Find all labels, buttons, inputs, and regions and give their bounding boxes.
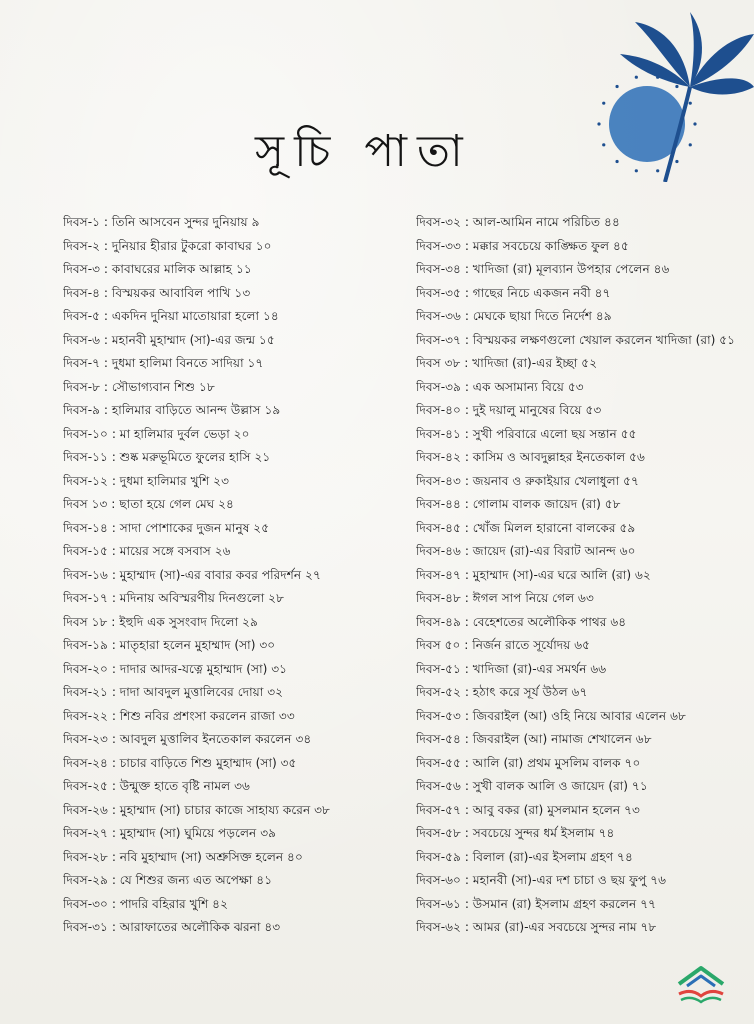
toc-item: দিবস-১৭ : মদিনায় অবিস্মরণীয় দিনগুলো ২৮ — [63, 591, 285, 605]
toc-item: দিবস-৩৬ : মেঘকে ছায়া দিতে নির্দেশ ৪৯ — [416, 309, 612, 323]
toc-item: দিবস-৫৯ : বিলাল (রা)-এর ইসলাম গ্রহণ ৭৪ — [416, 849, 633, 864]
toc-item: দিবস-১ : তিনি আসবেন সুন্দর দুনিয়ায় ৯ — [63, 215, 260, 229]
toc-item: দিবস-৫২ : হঠাৎ করে সূর্য উঠল ৬৭ — [416, 685, 588, 699]
toc-item: দিবস-২৯ : যে শিশুর জন্য এত অপেক্ষা ৪১ — [63, 873, 273, 887]
toc-item: দিবস ৩৮ : খাদিজা (রা)-এর ইচ্ছা ৫২ — [416, 356, 598, 370]
toc-item: দিবস-২৫ : উন্মুক্ত হাতে বৃষ্টি নামল ৩৬ — [63, 779, 250, 793]
toc-item: দিবস-৩৯ : এক অসামান্য বিয়ে ৫৩ — [416, 379, 584, 394]
toc-item: দিবস-৬১ : উসমান (রা) ইসলাম গ্রহণ করলেন ৭৭ — [416, 896, 657, 911]
toc-item: দিবস-৪০ : দুই দয়ালু মানুষের বিয়ে ৫৩ — [416, 403, 602, 417]
toc-item: দিবস-৫৫ : আলি (রা) প্রথম মুসলিম বালক ৭০ — [416, 755, 641, 770]
toc-item: দিবস-৬২ : আমর (রা)-এর সবচেয়ে সুন্দর নাম ৭৮ — [416, 920, 657, 934]
toc-item: দিবস-৫৩ : জিবরাইল (আ) ওহি নিয়ে আবার এলেন ৬৮ — [416, 708, 686, 723]
toc-item: দিবস-৬ : মহানবী মুহাম্মাদ (সা)-এর জন্ম ১৫ — [63, 332, 275, 347]
toc-item: দিবস-৪৩ : জয়নাব ও রুকাইয়ার খেলাধুলা ৫৭ — [416, 473, 639, 488]
toc-item: দিবস-৩৪ : খাদিজা (রা) মূলব্যান উপহার পেলেন ৪৬ — [416, 262, 670, 276]
toc-item: দিবস-৪২ : কাসিম ও আবদুল্লাহর ইনতেকাল ৫৬ — [416, 450, 645, 464]
toc-item: দিবস-৫৪ : জিবরাইল (আ) নামাজ শেখালেন ৬৮ — [416, 732, 652, 746]
toc-item: দিবস-৫৮ : সবচেয়ে সুন্দর ধর্ম ইসলাম ৭৪ — [416, 826, 615, 840]
toc-item: দিবস-৮ : সৌভাগ্যবান শিশু ১৮ — [63, 379, 215, 394]
toc-item: দিবস-২১ : দাদা আবদুল মুত্তালিবের দোয়া ৩২ — [63, 685, 284, 699]
toc-item: দিবস-৫৭ : আবু বকর (রা) মুসলমান হলেন ৭৩ — [416, 802, 640, 817]
toc-item: দিবস-৪ : বিস্ময়কর আবাবিল পাখি ১৩ — [63, 285, 251, 300]
toc-item: দিবস-৩২ : আল-আমিন নামে পরিচিত ৪৪ — [416, 215, 620, 229]
toc-item: দিবস-৪৯ : বেহেশতের অলৌকিক পাথর ৬৪ — [416, 614, 627, 629]
palm-leaf-sun-icon — [595, 12, 754, 182]
toc-item: দিবস-১২ : দুধমা হালিমার খুশি ২৩ — [63, 473, 230, 488]
toc-item: দিবস-১১ : শুষ্ক মরুভূমিতে ফুলের হাসি ২১ — [63, 450, 271, 464]
toc-item: দিবস-৪১ : সুখী পরিবারে এলো ছয় সন্তান ৫৫ — [416, 426, 637, 441]
toc-item: দিবস ১৮ : ইহুদি এক সুসংবাদ দিলো ২৯ — [63, 614, 258, 629]
toc-item: দিবস-২৮ : নবি মুহাম্মাদ (সা) অশ্রুসিক্ত হলেন ৪০ — [63, 849, 303, 864]
toc-item: দিবস-৩৫ : গাছের নিচে একজন নবী ৪৭ — [416, 285, 611, 300]
toc-item: দিবস-৪৬ : জায়েদ (রা)-এর বিরাট আনন্দ ৬০ — [416, 544, 636, 558]
toc-item: দিবস-৫ : একদিন দুনিয়া মাতোয়ারা হলো ১৪ — [63, 309, 279, 323]
toc-item: দিবস-১৫ : মায়ের সঙ্গে বসবাস ২৬ — [63, 544, 231, 558]
toc-item: দিবস-৪৮ : ঈগল সাপ নিয়ে গেল ৬৩ — [416, 591, 594, 605]
toc-item: দিবস-১৬ : মুহাম্মাদ (সা)-এর বাবার কবর পরিদর্শন ২৭ — [63, 567, 321, 582]
toc-item: দিবস-৬০ : মহানবী (সা)-এর দশ চাচা ও ছয় ফুপু ৭৬ — [416, 873, 667, 887]
toc-item: দিবস-১৯ : মাতৃহারা হলেন মুহাম্মাদ (সা) ৩০ — [63, 638, 276, 652]
toc-item: দিবস-৯ : হালিমার বাড়িতে আনন্দ উল্লাস ১৯ — [63, 403, 281, 417]
toc-item: দিবস-৫৬ : সুখী বালক আলি ও জায়েদ (রা) ৭১ — [416, 779, 648, 793]
toc-item: দিবস-২৭ : মুহাম্মাদ (সা) ঘুমিয়ে পড়লেন ৩৯ — [63, 826, 277, 840]
toc-item: দিবস-৩ : কাবাঘরের মালিক আল্লাহ ১১ — [63, 262, 252, 276]
toc-item: দিবস-১৪ : সাদা পোশাকের দুজন মানুষ ২৫ — [63, 520, 270, 535]
toc-right-column — [416, 211, 751, 940]
publisher-logo-icon — [673, 962, 729, 1004]
toc-item: দিবস-৪৪ : গোলাম বালক জায়েদ (রা) ৫৮ — [416, 497, 621, 511]
toc-item: দিবস-৩৭ : বিস্ময়কর লক্ষণগুলো খেয়াল করলেন খাদিজা (রা) ৫১ — [416, 332, 736, 347]
toc-item: দিবস ৫০ : নির্জন রাতে সূর্যোদয় ৬৫ — [416, 638, 591, 652]
toc-item: দিবস-৩১ : আরাফাতের অলৌকিক ঝরনা ৪৩ — [63, 920, 281, 934]
toc-item: দিবস-২ : দুনিয়ার হীরার টুকরো কাবাঘর ১০ — [63, 238, 272, 253]
toc-item: দিবস-২৪ : চাচার বাড়িতে শিশু মুহাম্মাদ (সা) ৩৫ — [63, 755, 297, 770]
toc-item: দিবস-৩০ : পাদরি বহিরার খুশি ৪২ — [63, 896, 228, 911]
toc-item: দিবস-২৩ : আবদুল মুত্তালিব ইনতেকাল করলেন ৩৪ — [63, 732, 312, 746]
toc-item: দিবস-৪৫ : খোঁজ মিলল হারানো বালকের ৫৯ — [416, 520, 636, 535]
toc-item: দিবস-৪৭ : মুহাম্মাদ (সা)-এর ঘরে আলি (রা) ৬২ — [416, 567, 651, 582]
toc-item: দিবস-৭ : দুধমা হালিমা বিনতে সাদিয়া ১৭ — [63, 356, 264, 370]
toc-item: দিবস-২২ : শিশু নবির প্রশংসা করলেন রাজা ৩৩ — [63, 708, 295, 723]
toc-left-column — [63, 211, 403, 940]
toc-item: দিবস-৫১ : খাদিজা (রা)-এর সমর্থন ৬৬ — [416, 661, 607, 676]
toc-item: দিবস-২৬ : মুহাম্মাদ (সা) চাচার কাজে সাহায্য করেন ৩৮ — [63, 802, 330, 817]
toc-item: দিবস-১০ : মা হালিমার দুর্বল ভেড়া ২০ — [63, 426, 250, 441]
page-title: সূচি পাতা — [255, 126, 473, 177]
toc-item: দিবস-২০ : দাদার আদর-যত্নে মুহাম্মাদ (সা) ৩১ — [63, 661, 288, 676]
toc-item: দিবস-৩৩ : মক্কার সবচেয়ে কাঙ্ক্ষিত ফুল ৪৫ — [416, 238, 629, 253]
toc-item: দিবস ১৩ : ছাতা হয়ে গেল মেঘ ২৪ — [63, 497, 234, 511]
